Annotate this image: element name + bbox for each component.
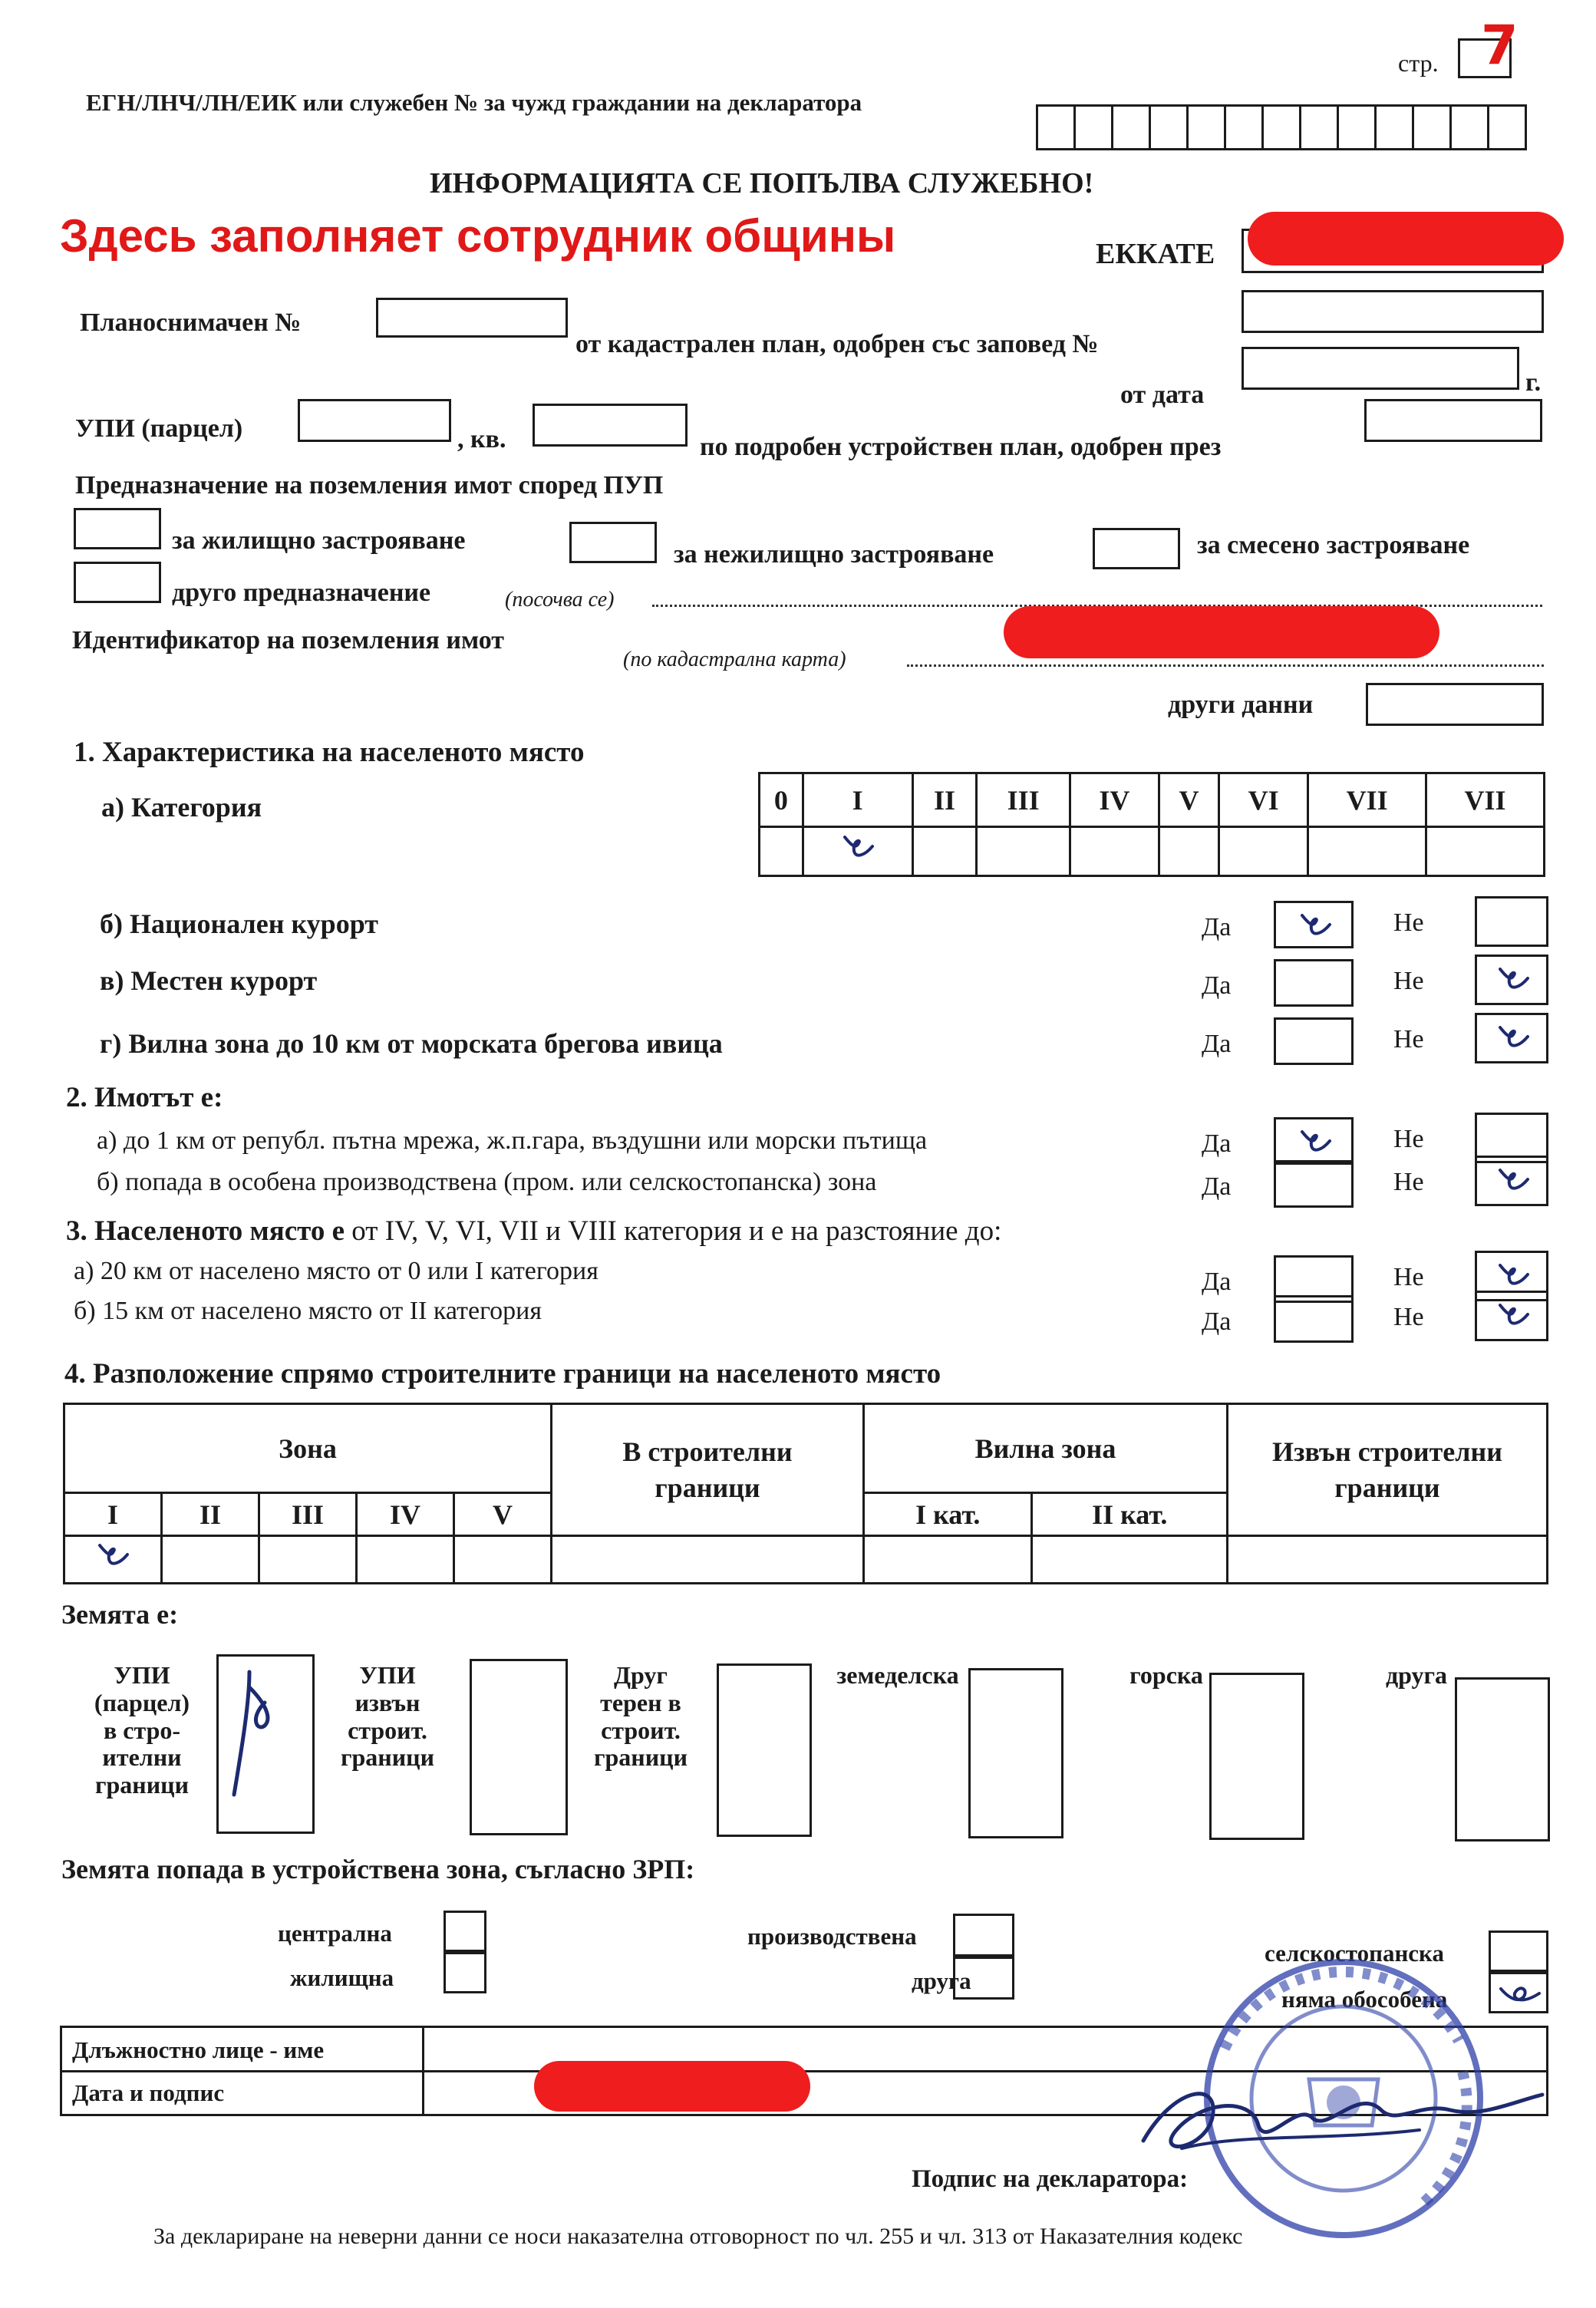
- egn-label: ЕГН/ЛНЧ/ЛН/ЕИК или служебен № за чужд граждании на декларатора: [86, 89, 862, 116]
- purpose-residential-checkbox[interactable]: [74, 508, 161, 549]
- section2-item-0-label: а) до 1 км от републ. пътна мрежа, ж.п.гара, въздушни или морски пътища: [97, 1126, 928, 1155]
- land-type-2-line-2: строит.: [601, 1716, 681, 1744]
- land-type-2-line-1: терен в: [600, 1688, 681, 1716]
- category-8-checkbox[interactable]: [1426, 827, 1545, 876]
- egn-cell[interactable]: [1111, 104, 1151, 150]
- detailed-plan-label: по подробен устройствен план, одобрен през: [700, 433, 1222, 461]
- zrp-central-label: централна: [278, 1920, 392, 1947]
- land-type-0-line-1: (парцел): [94, 1688, 190, 1716]
- redaction-ekkate: [1248, 212, 1564, 265]
- out-bounds-header-2: граници: [1334, 1472, 1440, 1503]
- egn-cell[interactable]: [1036, 104, 1076, 150]
- egn-cell[interactable]: [1149, 104, 1189, 150]
- category-5-header: V: [1159, 773, 1218, 827]
- egn-cell[interactable]: [1299, 104, 1339, 150]
- egn-cell[interactable]: [1186, 104, 1226, 150]
- section2-item-1-no-label: Не: [1393, 1168, 1424, 1196]
- land-type-1-line-3: граници: [340, 1743, 435, 1772]
- purpose-other-checkbox[interactable]: [74, 562, 161, 603]
- land-type-0-line-0: УПИ: [114, 1661, 170, 1689]
- in-bounds-header-1: В строителни: [622, 1436, 793, 1467]
- zrp-residential-checkbox[interactable]: [444, 1952, 486, 1993]
- footer-note: За деклариране на неверни данни се носи наказателна отговорност по чл. 255 и чл. 313 от Наказателния кодекс: [153, 2224, 1243, 2249]
- in-bounds-header-2: граници: [655, 1472, 760, 1503]
- zone-3-checkbox[interactable]: [357, 1536, 454, 1584]
- zrp-none-checkmark: [1496, 1977, 1542, 2010]
- zrp-other-label: друга: [912, 1967, 971, 1994]
- zrp-agricultural-label: селскостопанска: [1265, 1940, 1444, 1967]
- category-2-header: II: [912, 773, 977, 827]
- section2-item-1-no-checkbox[interactable]: [1475, 1156, 1548, 1206]
- order-date-input[interactable]: [1242, 347, 1519, 390]
- ekkate-label: ЕККАТЕ: [1096, 238, 1215, 270]
- land-type-2-label: [583, 1662, 698, 1772]
- kv-input[interactable]: [533, 404, 688, 447]
- land-type-1-line-1: извън: [354, 1688, 420, 1716]
- other-data-input[interactable]: [1366, 683, 1544, 726]
- category-6-header: VI: [1219, 773, 1308, 827]
- section4-title: 4. Разположение спрямо строителните граници на населеното място: [64, 1358, 941, 1390]
- section1-item-2-label: г) Вилна зона до 10 км от морската брегова ивица: [100, 1028, 723, 1059]
- category-4-header: IV: [1070, 773, 1159, 827]
- year-suffix: г.: [1525, 368, 1542, 397]
- section3-item-1-no-label: Не: [1393, 1303, 1424, 1331]
- section3-item-1-yes-label: Да: [1202, 1307, 1232, 1336]
- category-3-checkbox[interactable]: [977, 827, 1070, 876]
- section3-title-rest: от IV, V, VI, VII и VIII категория и е на разстояние до:: [351, 1215, 1002, 1247]
- section1-item-1-no-checkbox[interactable]: [1475, 955, 1548, 1005]
- in-bounds-checkbox[interactable]: [552, 1536, 864, 1584]
- category-7-header: VII: [1308, 773, 1426, 827]
- purpose-other-label: друго предназначение: [172, 579, 431, 607]
- zone-0-checkbox[interactable]: [64, 1536, 162, 1584]
- zrp-title: Земята попада в устройствена зона, съгласно ЗРП:: [61, 1854, 695, 1884]
- purpose-mixed-label: за смесено застрояване: [1197, 531, 1470, 559]
- land-type-0-label: [84, 1662, 200, 1799]
- page-label: стр.: [1398, 49, 1439, 77]
- official-name-label: Длъжностно лице - име: [72, 2036, 325, 2063]
- land-type-0-line-4: граници: [94, 1771, 190, 1799]
- redaction-identifier: [1004, 606, 1439, 658]
- land-type-2-line-3: граници: [593, 1743, 688, 1772]
- other-data-label: други данни: [1168, 691, 1314, 719]
- category-8-header: VII: [1426, 773, 1545, 827]
- section1-item-0-yes-label: Да: [1202, 913, 1232, 941]
- location-table: [63, 1403, 1548, 1584]
- land-type-3-label: [821, 1662, 974, 1690]
- category-6-checkbox[interactable]: [1219, 827, 1308, 876]
- category-1-checkbox[interactable]: [803, 827, 912, 876]
- land-type-2-checkbox[interactable]: [717, 1663, 812, 1837]
- category-label: а) Категория: [101, 792, 262, 823]
- section1-title: 1. Характеристика на населеното място: [74, 737, 585, 768]
- land-type-1-line-0: УПИ: [359, 1661, 416, 1689]
- villa-cat-0-checkbox[interactable]: [864, 1536, 1032, 1584]
- purpose-nonresidential-checkbox[interactable]: [569, 522, 657, 563]
- out-bounds-header: [1228, 1404, 1548, 1536]
- egn-input[interactable]: [1036, 104, 1527, 150]
- zone-1-header: II: [162, 1493, 259, 1536]
- section3-item-0-no-label: Не: [1393, 1263, 1424, 1291]
- section1-item-2-yes-label: Да: [1202, 1030, 1232, 1058]
- category-4-checkbox[interactable]: [1070, 827, 1159, 876]
- section2-item-1-yes-label: Да: [1202, 1172, 1232, 1201]
- egn-cell[interactable]: [1412, 104, 1452, 150]
- in-bounds-header: [552, 1404, 864, 1536]
- zone-1-checkbox[interactable]: [162, 1536, 259, 1584]
- land-type-0-line-3: ителни: [102, 1743, 182, 1772]
- section3-item-1-no-checkbox[interactable]: [1475, 1291, 1548, 1341]
- egn-cell[interactable]: [1449, 104, 1489, 150]
- land-type-1-label: [330, 1662, 445, 1772]
- out-bounds-header-1: Извън строителни: [1272, 1436, 1502, 1467]
- official-name-input[interactable]: [430, 2029, 1197, 2069]
- section1-item-0-no-checkbox[interactable]: [1475, 896, 1548, 947]
- section1-item-1-no-label: Не: [1393, 967, 1424, 995]
- section2-title: 2. Имотът е:: [66, 1082, 223, 1113]
- section1-item-0-label: б) Национален курорт: [100, 908, 378, 939]
- section3-title: [66, 1217, 1001, 1245]
- land-type-2-line-0: Друг: [614, 1661, 668, 1689]
- zrp-none-label: няма обособена: [1281, 1986, 1448, 2013]
- official-notice: ИНФОРМАЦИЯТА СЕ ПОПЪЛВА СЛУЖЕБНО!: [430, 167, 1094, 199]
- section1-item-1-yes-checkbox[interactable]: [1274, 959, 1354, 1007]
- land-type-5-checkbox[interactable]: [1455, 1677, 1550, 1841]
- redaction-official: [534, 2061, 810, 2112]
- zone-0-header: I: [64, 1493, 162, 1536]
- page-number: 7: [1481, 14, 1519, 77]
- out-bounds-checkbox[interactable]: [1228, 1536, 1548, 1584]
- villa-cat-0-header: I кат.: [864, 1493, 1032, 1536]
- category-1-header: I: [803, 773, 912, 827]
- identifier-hint: (по кадастрална карта): [623, 648, 846, 671]
- land-type-3-checkbox[interactable]: [968, 1668, 1063, 1838]
- section1-item-2-yes-checkbox[interactable]: [1274, 1017, 1354, 1065]
- section2-item-1-yes-checkbox[interactable]: [1274, 1160, 1354, 1208]
- order-number-input[interactable]: [1242, 290, 1544, 333]
- category-3-header: III: [977, 773, 1070, 827]
- egn-cell[interactable]: [1073, 104, 1113, 150]
- land-type-0-line-2: в стро-: [103, 1716, 181, 1744]
- zone-2-checkbox[interactable]: [259, 1536, 357, 1584]
- category-2-checkbox[interactable]: [912, 827, 977, 876]
- purpose-title: Предназначение на поземления имот според ПУП: [75, 471, 664, 500]
- category-table: [758, 772, 1545, 877]
- official-date-label: Дата и подпис: [72, 2079, 225, 2106]
- zone-4-checkbox[interactable]: [454, 1536, 552, 1584]
- category-7-checkbox[interactable]: [1308, 827, 1426, 876]
- section3-item-0-yes-label: Да: [1202, 1268, 1232, 1296]
- section2-item-0-no-label: Не: [1393, 1125, 1424, 1153]
- annotation-text: Здесь заполняет сотрудник общины: [60, 210, 896, 262]
- villa-cat-1-checkbox[interactable]: [1032, 1536, 1228, 1584]
- section2-item-1-label: б) попада в особена производствена (пром. или селскостопанска) зона: [97, 1168, 877, 1196]
- section1-item-0-no-label: Не: [1393, 908, 1424, 937]
- section1-item-2-no-label: Не: [1393, 1025, 1424, 1053]
- identifier-label: Идентификатор на поземления имот: [72, 626, 504, 654]
- section2-item-0-yes-label: Да: [1202, 1129, 1232, 1158]
- planosnimachen-input[interactable]: [376, 298, 568, 338]
- kv-label: , кв.: [457, 425, 506, 453]
- category-0-checkbox[interactable]: [760, 827, 803, 876]
- zone-4-header: V: [454, 1493, 552, 1536]
- category-0-header: 0: [760, 773, 803, 827]
- land-type-1-checkbox[interactable]: [470, 1659, 568, 1835]
- upi-input[interactable]: [298, 399, 451, 442]
- zrp-agricultural-checkbox[interactable]: [1489, 1930, 1548, 1972]
- villa-cat-1-header: II кат.: [1032, 1493, 1228, 1536]
- section3-item-0-label: а) 20 км от населено място от 0 или I категория: [74, 1257, 598, 1285]
- purpose-nonresidential-label: за нежилищно застрояване: [674, 540, 994, 569]
- purpose-residential-label: за жилищно застрояване: [172, 526, 466, 555]
- zone-header: Зона: [64, 1404, 552, 1493]
- identifier-line[interactable]: [907, 664, 1544, 667]
- upi-label: УПИ (парцел): [75, 414, 243, 443]
- section3-title-bold: 3. Населеното място е: [66, 1215, 345, 1247]
- section1-item-1-label: в) Местен курорт: [100, 965, 318, 996]
- zrp-residential-label: жилищна: [290, 1964, 394, 1991]
- zrp-production-label: производствена: [747, 1923, 917, 1950]
- zone-2-header: III: [259, 1493, 357, 1536]
- zone-3-header: IV: [357, 1493, 454, 1536]
- egn-cell[interactable]: [1224, 104, 1264, 150]
- land-type-3-line-0: земеделска: [836, 1661, 959, 1689]
- cadastral-label: от кадастрален план, одобрен със заповед №: [575, 330, 1099, 358]
- land-type-4-checkbox[interactable]: [1209, 1673, 1304, 1840]
- planosnimachen-label: Планоснимачен №: [80, 308, 302, 337]
- official-column-divider: [422, 2026, 424, 2116]
- egn-cell[interactable]: [1337, 104, 1377, 150]
- section2-item-0-yes-checkbox[interactable]: [1274, 1117, 1354, 1165]
- declarant-signature-label: Подпис на декларатора:: [912, 2165, 1189, 2193]
- official-signature: [1128, 2056, 1558, 2171]
- land-type-5-line-0: друга: [1385, 1661, 1448, 1689]
- land-type-0-checkbox[interactable]: [216, 1654, 315, 1834]
- zrp-other-checkbox[interactable]: [953, 1957, 1014, 2000]
- egn-cell[interactable]: [1261, 104, 1301, 150]
- section1-item-1-yes-label: Да: [1202, 971, 1232, 1000]
- zrp-central-checkbox[interactable]: [444, 1911, 486, 1952]
- purpose-mixed-checkbox[interactable]: [1093, 528, 1180, 569]
- section1-item-2-no-checkbox[interactable]: [1475, 1013, 1548, 1063]
- purpose-other-hint: (посочва се): [505, 588, 615, 612]
- section3-item-1-yes-checkbox[interactable]: [1274, 1295, 1354, 1343]
- detailed-plan-input[interactable]: [1364, 399, 1542, 442]
- section1-item-0-yes-checkbox[interactable]: [1274, 901, 1354, 948]
- date-label: от дата: [1120, 381, 1205, 409]
- villa-zone-header: Вилна зона: [864, 1404, 1228, 1493]
- section3-item-1-label: б) 15 км от населено място от II категория: [74, 1297, 542, 1325]
- zrp-production-checkbox[interactable]: [953, 1914, 1014, 1957]
- land-title: Земята е:: [61, 1599, 179, 1630]
- egn-cell[interactable]: [1374, 104, 1414, 150]
- egn-cell[interactable]: [1487, 104, 1527, 150]
- land-type-4-line-0: горска: [1129, 1661, 1203, 1689]
- land-type-1-line-2: строит.: [348, 1716, 427, 1744]
- category-5-checkbox[interactable]: [1159, 827, 1218, 876]
